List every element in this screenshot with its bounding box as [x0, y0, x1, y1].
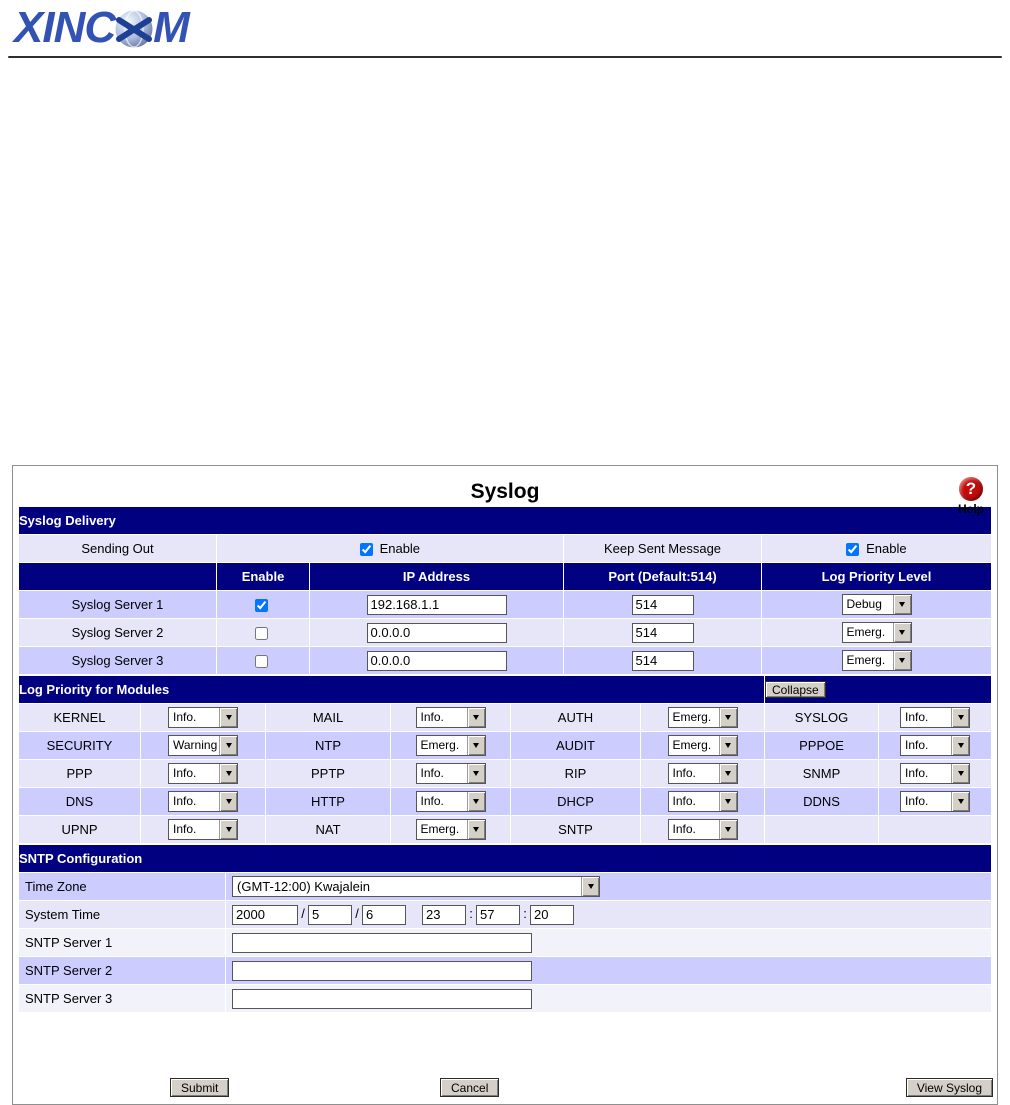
table-row — [19, 816, 991, 843]
date-separator: / — [355, 905, 359, 921]
module-snmp-priority-select[interactable] — [900, 763, 970, 784]
priority-select-value: Info. — [672, 822, 696, 836]
system-time-hour-input[interactable] — [422, 905, 466, 925]
chevron-down-icon — [581, 877, 599, 896]
table-row — [19, 760, 991, 787]
table-row — [19, 619, 991, 646]
module-syslog-cell — [879, 704, 991, 731]
module-ddns-priority-select[interactable] — [900, 791, 970, 812]
sntp-server-2-input[interactable] — [232, 961, 532, 981]
module-rip-cell — [641, 760, 764, 787]
syslog-server-2-enable-checkbox[interactable] — [255, 627, 268, 640]
priority-select-value: Info. — [173, 710, 197, 724]
module-audit-cell — [641, 732, 764, 759]
module-ppp-priority-select[interactable] — [168, 763, 238, 784]
chevron-down-icon — [719, 736, 737, 755]
syslog-server-1-enable-cell — [217, 591, 309, 618]
priority-select-value: Emerg. — [846, 653, 886, 667]
module-ntp-priority-select[interactable] — [416, 735, 486, 756]
syslog-delivery-table — [18, 506, 992, 675]
keep-sent-message-label: Keep Sent Message — [564, 535, 761, 562]
sntp-configuration-table — [18, 844, 992, 1013]
module-pptp-cell — [391, 760, 510, 787]
module-dhcp-cell — [641, 788, 764, 815]
syslog-panel — [12, 465, 998, 1105]
priority-select-value: Info. — [905, 710, 929, 724]
module-upnp-priority-select[interactable] — [168, 819, 238, 840]
syslog-server-2-priority-select[interactable] — [842, 622, 912, 643]
chevron-down-icon — [893, 651, 911, 670]
help-icon: ? — [959, 477, 983, 501]
priority-select-value: Info. — [420, 794, 444, 808]
table-row — [19, 985, 991, 1012]
page-title: Syslog — [470, 480, 540, 503]
syslog-server-3-ip-input[interactable] — [367, 651, 507, 671]
table-row — [19, 929, 991, 956]
collapse-button[interactable]: Collapse — [765, 681, 826, 698]
chevron-down-icon — [219, 764, 237, 783]
section-header-log-priority: Log Priority for Modules — [19, 676, 764, 703]
syslog-server-3-ip-cell — [310, 647, 563, 674]
module-nat-priority-select[interactable] — [416, 819, 486, 840]
syslog-server-3-priority-select[interactable] — [842, 650, 912, 671]
module-kernel-label: KERNEL — [19, 704, 140, 731]
table-row — [19, 788, 991, 815]
header-blank-cell — [19, 563, 216, 590]
date-separator: / — [301, 905, 305, 921]
sending-out-enable-checkbox[interactable] — [360, 543, 373, 556]
table-row — [19, 647, 991, 674]
table-row — [19, 591, 991, 618]
footer-button-row — [13, 1078, 997, 1098]
system-time-day-input[interactable] — [362, 905, 406, 925]
keep-sent-enable-text: Enable — [866, 540, 907, 556]
module-rip-label: RIP — [511, 760, 640, 787]
submit-button[interactable]: Submit — [170, 1078, 229, 1097]
sntp-server-3-cell — [226, 985, 991, 1012]
keep-sent-enable-checkbox[interactable] — [846, 543, 859, 556]
priority-select-value: Warning — [173, 738, 218, 752]
module-dhcp-priority-select[interactable] — [668, 791, 738, 812]
syslog-server-2-ip-input[interactable] — [367, 623, 507, 643]
syslog-server-3-priority-cell — [762, 647, 991, 674]
priority-select-value: Info. — [173, 822, 197, 836]
chevron-down-icon — [719, 764, 737, 783]
time-zone-label: Time Zone — [19, 873, 225, 900]
time-zone-select-value: (GMT-12:00) Kwajalein — [237, 879, 370, 894]
section-header-syslog-delivery: Syslog Delivery — [19, 507, 991, 534]
syslog-server-3-port-cell — [564, 647, 761, 674]
sntp-server-1-input[interactable] — [232, 933, 532, 953]
syslog-server-2-ip-cell — [310, 619, 563, 646]
module-sntp-label: SNTP — [511, 816, 640, 843]
chevron-down-icon — [219, 736, 237, 755]
module-security-priority-select[interactable] — [168, 735, 238, 756]
table-row — [19, 957, 991, 984]
table-row — [19, 901, 991, 928]
logo-text-left: XINC — [14, 3, 116, 52]
chevron-down-icon — [467, 820, 485, 839]
chevron-down-icon — [467, 764, 485, 783]
syslog-server-2-label: Syslog Server 2 — [19, 619, 216, 646]
module-pppoe-priority-select[interactable] — [900, 735, 970, 756]
chevron-down-icon — [951, 792, 969, 811]
log-priority-modules-table — [18, 675, 992, 844]
syslog-server-2-port-input[interactable] — [632, 623, 694, 643]
module-sntp-cell — [641, 816, 764, 843]
column-header-enable: Enable — [217, 563, 309, 590]
module-nat-label: NAT — [266, 816, 390, 843]
module-upnp-label: UPNP — [19, 816, 140, 843]
module-ppp-label: PPP — [19, 760, 140, 787]
sending-out-enable-cell — [217, 535, 563, 562]
sending-out-label: Sending Out — [19, 535, 216, 562]
module-auth-cell — [641, 704, 764, 731]
priority-select-value: Info. — [672, 766, 696, 780]
syslog-server-2-port-cell — [564, 619, 761, 646]
priority-select-value: Emerg. — [672, 738, 712, 752]
module-syslog-label: SYSLOG — [765, 704, 878, 731]
sntp-server-1-cell — [226, 929, 991, 956]
module-http-cell — [391, 788, 510, 815]
chevron-down-icon — [219, 820, 237, 839]
time-separator: : — [469, 905, 473, 921]
syslog-server-3-label: Syslog Server 3 — [19, 647, 216, 674]
module-ddns-cell — [879, 788, 991, 815]
module-dhcp-label: DHCP — [511, 788, 640, 815]
syslog-server-3-enable-cell — [217, 647, 309, 674]
system-time-minute-input[interactable] — [476, 905, 520, 925]
module-rip-priority-select[interactable] — [668, 763, 738, 784]
empty-cell — [765, 816, 878, 843]
module-auth-priority-select[interactable] — [668, 707, 738, 728]
time-separator: : — [523, 905, 527, 921]
module-security-label: SECURITY — [19, 732, 140, 759]
module-kernel-priority-select[interactable] — [168, 707, 238, 728]
priority-select-value: Info. — [905, 794, 929, 808]
priority-select-value: Info. — [420, 710, 444, 724]
view-syslog-button[interactable]: View Syslog — [906, 1078, 993, 1097]
chevron-down-icon — [467, 736, 485, 755]
module-http-label: HTTP — [266, 788, 390, 815]
syslog-server-1-port-cell — [564, 591, 761, 618]
help-label: Help — [957, 502, 984, 516]
sntp-server-2-cell — [226, 957, 991, 984]
system-time-second-input[interactable] — [530, 905, 574, 925]
priority-select-value: Emerg. — [420, 822, 460, 836]
module-snmp-label: SNMP — [765, 760, 878, 787]
module-audit-priority-select[interactable] — [668, 735, 738, 756]
module-dns-cell — [141, 788, 265, 815]
module-pppoe-label: PPPOE — [765, 732, 878, 759]
keep-sent-enable-cell — [762, 535, 991, 562]
cancel-button[interactable]: Cancel — [440, 1078, 499, 1097]
table-row — [19, 704, 991, 731]
header-divider — [8, 56, 1002, 58]
syslog-server-2-priority-cell — [762, 619, 991, 646]
logo-text-right: M — [153, 3, 189, 52]
module-ntp-label: NTP — [266, 732, 390, 759]
chevron-down-icon — [467, 792, 485, 811]
chevron-down-icon — [719, 792, 737, 811]
syslog-server-2-enable-cell — [217, 619, 309, 646]
syslog-server-1-ip-cell — [310, 591, 563, 618]
priority-select-value: Info. — [173, 794, 197, 808]
syslog-server-1-port-input[interactable] — [632, 595, 694, 615]
priority-select-value: Debug — [846, 597, 882, 611]
chevron-down-icon — [951, 764, 969, 783]
module-ntp-cell — [391, 732, 510, 759]
priority-select-value: Emerg. — [420, 738, 460, 752]
system-time-cell — [226, 901, 991, 928]
column-header-port: Port (Default:514) — [564, 563, 761, 590]
syslog-server-1-enable-checkbox[interactable] — [255, 599, 268, 612]
table-row — [19, 873, 991, 900]
system-time-label: System Time — [19, 901, 225, 928]
module-pptp-label: PPTP — [266, 760, 390, 787]
module-security-cell — [141, 732, 265, 759]
sntp-server-3-label: SNTP Server 3 — [19, 985, 225, 1012]
priority-select-value: Info. — [173, 766, 197, 780]
module-mail-priority-select[interactable] — [416, 707, 486, 728]
system-time-year-input[interactable] — [232, 905, 298, 925]
module-http-priority-select[interactable] — [416, 791, 486, 812]
syslog-server-1-priority-cell — [762, 591, 991, 618]
priority-select-value: Emerg. — [672, 710, 712, 724]
module-mail-cell — [391, 704, 510, 731]
module-pptp-priority-select[interactable] — [416, 763, 486, 784]
empty-cell — [879, 816, 991, 843]
priority-select-value: Info. — [905, 766, 929, 780]
module-ppp-cell — [141, 760, 265, 787]
module-auth-label: AUTH — [511, 704, 640, 731]
priority-select-value: Emerg. — [846, 625, 886, 639]
syslog-server-1-priority-select[interactable] — [842, 594, 912, 615]
section-header-sntp-configuration: SNTP Configuration — [19, 845, 991, 872]
sntp-server-2-label: SNTP Server 2 — [19, 957, 225, 984]
module-dns-priority-select[interactable] — [168, 791, 238, 812]
module-upnp-cell — [141, 816, 265, 843]
chevron-down-icon — [719, 820, 737, 839]
globe-icon — [114, 9, 154, 49]
chevron-down-icon — [719, 708, 737, 727]
sending-out-enable-text: Enable — [379, 540, 421, 556]
time-zone-select[interactable] — [232, 876, 600, 897]
xincom-logo — [14, 2, 189, 54]
priority-select-value: Info. — [672, 794, 696, 808]
module-sntp-priority-select[interactable] — [668, 819, 738, 840]
chevron-down-icon — [219, 792, 237, 811]
column-header-ip-address: IP Address — [310, 563, 563, 590]
collapse-cell — [765, 676, 991, 703]
syslog-server-1-label: Syslog Server 1 — [19, 591, 216, 618]
chevron-down-icon — [219, 708, 237, 727]
priority-select-value: Info. — [905, 738, 929, 752]
chevron-down-icon — [893, 623, 911, 642]
help-button[interactable] — [954, 477, 988, 516]
priority-select-value: Info. — [420, 766, 444, 780]
chevron-down-icon — [951, 708, 969, 727]
module-ddns-label: DDNS — [765, 788, 878, 815]
syslog-server-1-ip-input[interactable] — [367, 595, 507, 615]
chevron-down-icon — [467, 708, 485, 727]
module-mail-label: MAIL — [266, 704, 390, 731]
time-zone-cell — [226, 873, 991, 900]
module-audit-label: AUDIT — [511, 732, 640, 759]
chevron-down-icon — [951, 736, 969, 755]
module-pppoe-cell — [879, 732, 991, 759]
column-header-priority: Log Priority Level — [762, 563, 991, 590]
module-kernel-cell — [141, 704, 265, 731]
sntp-server-3-input[interactable] — [232, 989, 532, 1009]
table-row — [19, 732, 991, 759]
module-nat-cell — [391, 816, 510, 843]
system-time-month-input[interactable] — [308, 905, 352, 925]
module-dns-label: DNS — [19, 788, 140, 815]
sntp-server-1-label: SNTP Server 1 — [19, 929, 225, 956]
chevron-down-icon — [893, 595, 911, 614]
syslog-server-3-port-input[interactable] — [632, 651, 694, 671]
module-syslog-priority-select[interactable] — [900, 707, 970, 728]
module-snmp-cell — [879, 760, 991, 787]
syslog-server-3-enable-checkbox[interactable] — [255, 655, 268, 668]
